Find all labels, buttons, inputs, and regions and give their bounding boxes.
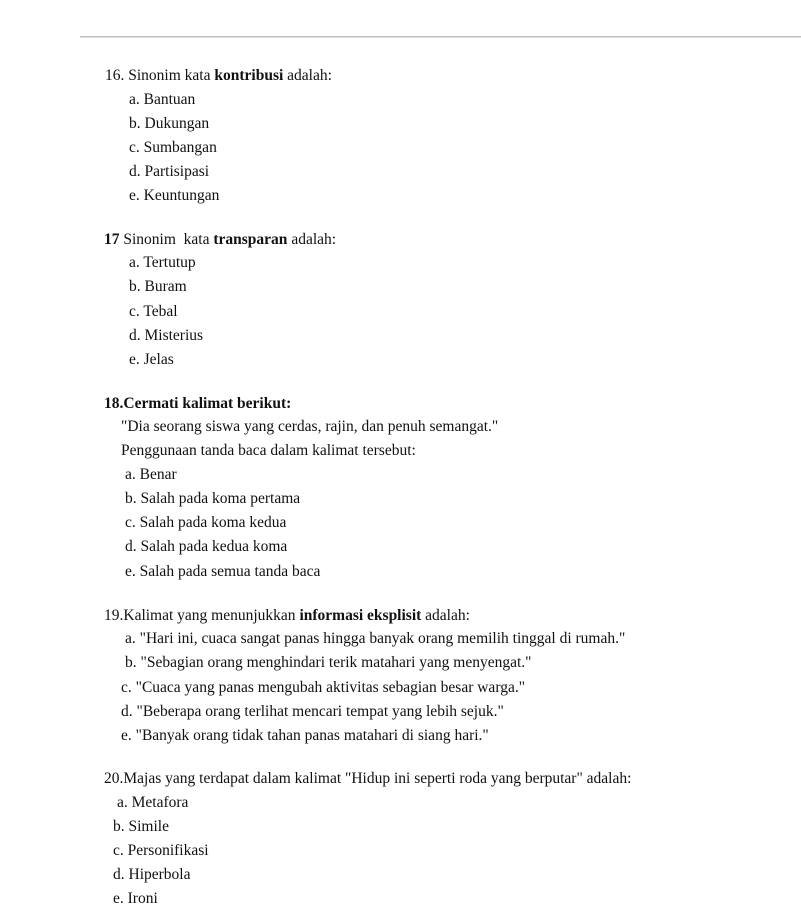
option-b[interactable]: b. "Sebagian orang menghindari terik matahari yang menyengat."	[125, 654, 532, 671]
option-c[interactable]: c. Sumbangan	[129, 139, 217, 156]
option-e[interactable]: e. Salah pada semua tanda baca	[125, 563, 321, 580]
question-stem: 18.Cermati kalimat berikut:	[104, 395, 292, 412]
option-c[interactable]: c. Personifikasi	[113, 842, 209, 859]
option-b[interactable]: b. Simile	[113, 818, 169, 835]
option-c[interactable]: c. Tebal	[129, 303, 178, 320]
option-c[interactable]: c. Salah pada koma kedua	[125, 514, 287, 531]
top-divider	[80, 36, 801, 38]
option-c[interactable]: c. "Cuaca yang panas mengubah aktivitas sebagian besar warga."	[121, 679, 526, 696]
option-e[interactable]: e. Jelas	[129, 351, 174, 368]
option-b[interactable]: b. Dukungan	[129, 115, 210, 132]
option-a[interactable]: a. Bantuan	[129, 91, 196, 108]
option-d[interactable]: d. Partisipasi	[129, 163, 210, 180]
question-stem: 16. Sinonim kata kontribusi adalah:	[105, 67, 332, 84]
option-e[interactable]: e. Ironi	[113, 890, 158, 907]
option-d[interactable]: d. Salah pada kedua koma	[125, 538, 288, 555]
question-stem: 17 Sinonim kata transparan adalah:	[104, 231, 337, 248]
option-a[interactable]: a. Metafora	[117, 794, 189, 811]
option-e[interactable]: e. "Banyak orang tidak tahan panas matahari di siang hari."	[121, 727, 489, 744]
option-a[interactable]: a. Tertutup	[129, 254, 196, 271]
option-d[interactable]: d. Hiperbola	[113, 866, 191, 883]
option-d[interactable]: d. Misterius	[129, 327, 204, 344]
question-quote: "Dia seorang siswa yang cerdas, rajin, dan penuh semangat."	[121, 418, 499, 435]
question-stem: 19.Kalimat yang menunjukkan informasi eksplisit adalah:	[104, 607, 470, 624]
option-d[interactable]: d. "Beberapa orang terlihat mencari tempat yang lebih sejuk."	[121, 703, 504, 720]
option-b[interactable]: b. Salah pada koma pertama	[125, 490, 301, 507]
option-e[interactable]: e. Keuntungan	[129, 187, 220, 204]
option-b[interactable]: b. Buram	[129, 278, 187, 295]
question-prompt: Penggunaan tanda baca dalam kalimat tersebut:	[121, 442, 416, 459]
question-stem: 20.Majas yang terdapat dalam kalimat "Hidup ini seperti roda yang berputar" adalah:	[104, 770, 632, 787]
option-a[interactable]: a. Benar	[125, 466, 177, 483]
option-a[interactable]: a. "Hari ini, cuaca sangat panas hingga banyak orang memilih tinggal di rumah."	[125, 630, 626, 647]
